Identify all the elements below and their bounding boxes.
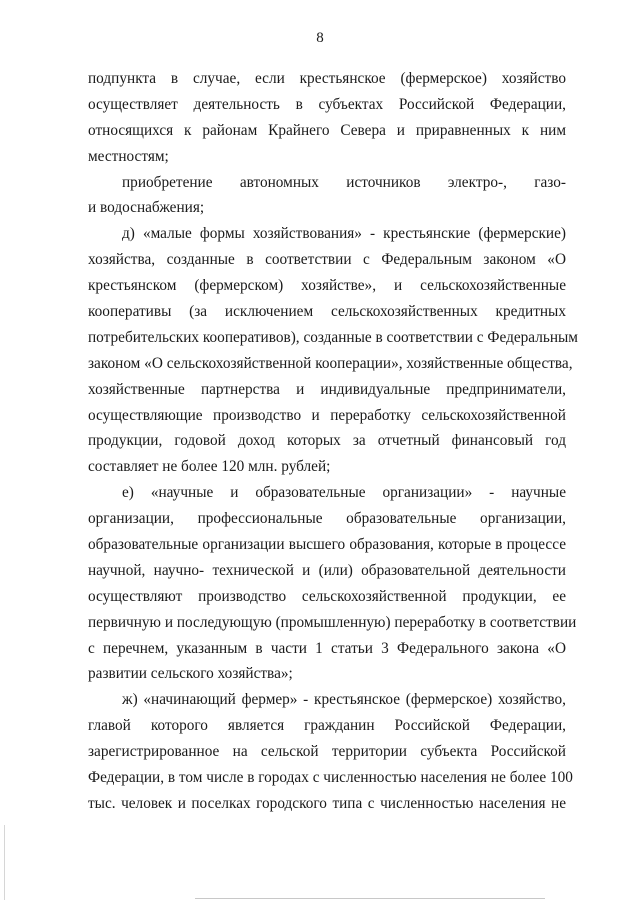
- text-line: научной, научно- технической и (или) образовательной деятельности: [88, 561, 566, 579]
- text-line: хозяйственные партнерства и индивидуальные предприниматели,: [88, 380, 566, 398]
- text-line: и водоснабжения;: [88, 199, 205, 217]
- text-line: зарегистрированное на сельской территории субъекта Российской: [88, 743, 566, 761]
- text-line: местностям;: [88, 147, 169, 165]
- text-line: подпункта в случае, если крестьянское (фермерское) хозяйство: [88, 70, 566, 87]
- text-line: кооперативы (за исключением сельскохозяйственных кредитных: [88, 303, 566, 321]
- text-line: образовательные организации высшего образования, которые в процессе: [88, 536, 566, 554]
- document-body: [88, 66, 578, 817]
- scan-edge-mark: [4, 825, 5, 900]
- text-line: е) «научные и образовательные организации» - научные: [122, 484, 566, 502]
- text-line: развитии сельского хозяйства»;: [88, 665, 293, 683]
- bottom-rule-divider: [195, 898, 545, 899]
- text-line: потребительских кооперативов), созданные в соответствии с Федеральным: [88, 328, 578, 346]
- text-line: законом «О сельскохозяйственной кооперации», хозяйственные общества,: [88, 354, 573, 372]
- text-line: тыс. человек и поселках городского типа с численностью населения не: [88, 794, 566, 812]
- text-line: с перечнем, указанным в части 1 статьи 3 Федерального закона «О: [88, 639, 566, 657]
- text-line: осуществляющие производство и переработку сельскохозяйственной: [88, 406, 566, 424]
- text-line: Федерации, в том числе в городах с численностью населения не более 100: [88, 769, 573, 787]
- text-line: организации, профессиональные образовательные организации,: [88, 510, 566, 528]
- text-line: главой которого является гражданин Российской Федерации,: [88, 717, 566, 735]
- text-line: ж) «начинающий фермер» - крестьянское (фермерское) хозяйство,: [122, 691, 566, 709]
- text-line: относящихся к районам Крайнего Севера и приравненных к ним: [88, 121, 566, 139]
- text-line: составляет не более 120 млн. рублей;: [88, 458, 331, 476]
- text-line: первичную и последующую (промышленную) переработку в соответствии: [88, 613, 577, 631]
- text-line: крестьянском (фермерском) хозяйстве», и сельскохозяйственные: [88, 277, 566, 295]
- text-line: осуществляет деятельность в субъектах Российской Федерации,: [88, 95, 566, 113]
- text-line: приобретение автономных источников электро-, газо-: [122, 173, 566, 191]
- page-number: 8: [316, 30, 324, 46]
- text-line: д) «малые формы хозяйствования» - крестьянские (фермерские): [122, 225, 566, 243]
- text-line: хозяйства, созданные в соответствии с Федеральным законом «О: [88, 251, 566, 269]
- text-line: продукции, годовой доход которых за отчетный финансовый год: [88, 432, 566, 450]
- text-line: осуществляют производство сельскохозяйственной продукции, ее: [88, 587, 566, 605]
